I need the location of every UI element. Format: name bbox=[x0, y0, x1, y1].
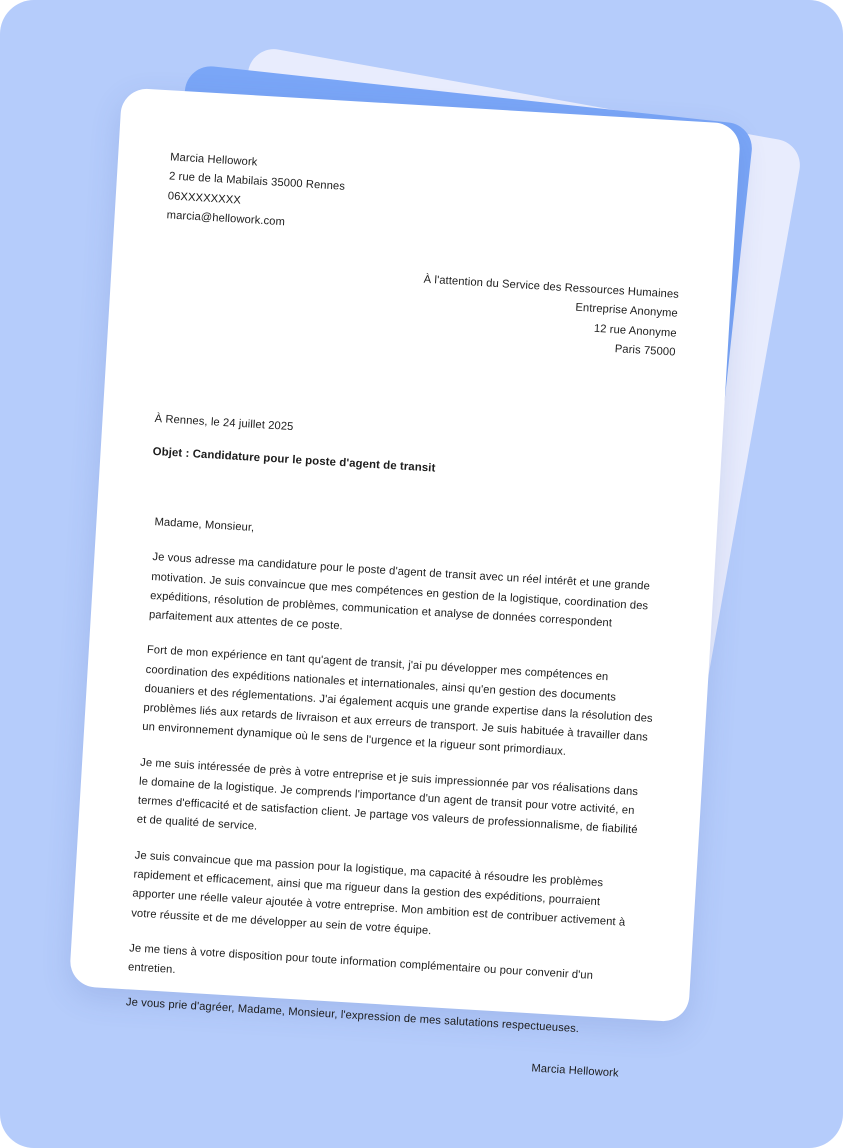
sender-name: Marcia Hellowork bbox=[169, 151, 258, 169]
cover-letter-document bbox=[69, 87, 741, 1080]
letter-paragraph: Je me suis intéressée de près à votre entreprise et je suis impressionnée par vos réalisations dans le domaine de la logistique. Je comprends l'importance d'un agent de transit pour votre activité, en termes d'efficacité et de satisfaction client. Je partage vos valeurs de professionnalisme, de fiabilité et de qualité de service. bbox=[136, 756, 639, 837]
letter-paragraph: Je vous prie d'agréer, Madame, Monsieur, l'expression de mes salutations respectueuses. bbox=[125, 996, 580, 1036]
sender-address: 2 rue de la Mabilais 35000 Rennes bbox=[168, 170, 346, 194]
recipient-street: 12 rue Anonyme bbox=[593, 322, 677, 340]
letter-paragraph: Je me tiens à votre disposition pour toute information complémentaire ou pour convenir d'un entretien. bbox=[127, 942, 594, 982]
recipient-city: Paris 75000 bbox=[614, 342, 676, 359]
sender-address-block bbox=[166, 148, 686, 256]
letter-subject: Objet : Candidature pour le poste d'agent de transit bbox=[152, 446, 436, 476]
letter-paragraph: Fort de mon expérience en tant qu'agent de transit, j'ai pu développer mes compétences en coordination des expéditions nationales et internationales, ainsi qu'en gestion des documents douaniers et des réglementations. J'ai également acquis une grande expertise dans la résolution des problèmes liés aux retards de livraison et aux erreurs de transport. Je suis habituée à travailler dans un environnement dynamique où le sens de l'urgence et la rigueur sont primordiaux. bbox=[141, 644, 654, 759]
letter-date: À Rennes, le 24 juillet 2025 bbox=[154, 413, 294, 434]
recipient-address-block bbox=[160, 255, 680, 363]
letter-signature: Marcia Hellowork bbox=[531, 1061, 620, 1080]
letter-content bbox=[117, 148, 686, 1084]
recipient-attention: À l'attention du Service des Ressources Humaines bbox=[423, 273, 680, 301]
letter-paragraph: Je suis convaincue que ma passion pour la logistique, ma capacité à résoudre les problèmes rapidement et efficacement, ainsi que ma rigueur dans la gestion des expéditions, pourraient apporter une réelle valeur ajoutée à votre entreprise. Mon ambition est de contribuer activement à votre réussite et de me développer au sein de votre équipe. bbox=[130, 849, 626, 937]
recipient-company: Entreprise Anonyme bbox=[575, 302, 679, 321]
letter-salutation: Madame, Monsieur, bbox=[154, 516, 255, 535]
sender-phone: 06XXXXXXXX bbox=[167, 189, 242, 207]
sender-email: marcia@hellowork.com bbox=[166, 209, 286, 229]
letter-paragraph: Je vous adresse ma candidature pour le poste d'agent de transit avec un réel intérêt et une grande motivation. Je suis convaincue que mes compétences en gestion de la logistique, coordination des expéditions, résolution de problèmes, communication et analyse de données correspondent parfaitement aux attentes de ce poste. bbox=[148, 551, 651, 633]
